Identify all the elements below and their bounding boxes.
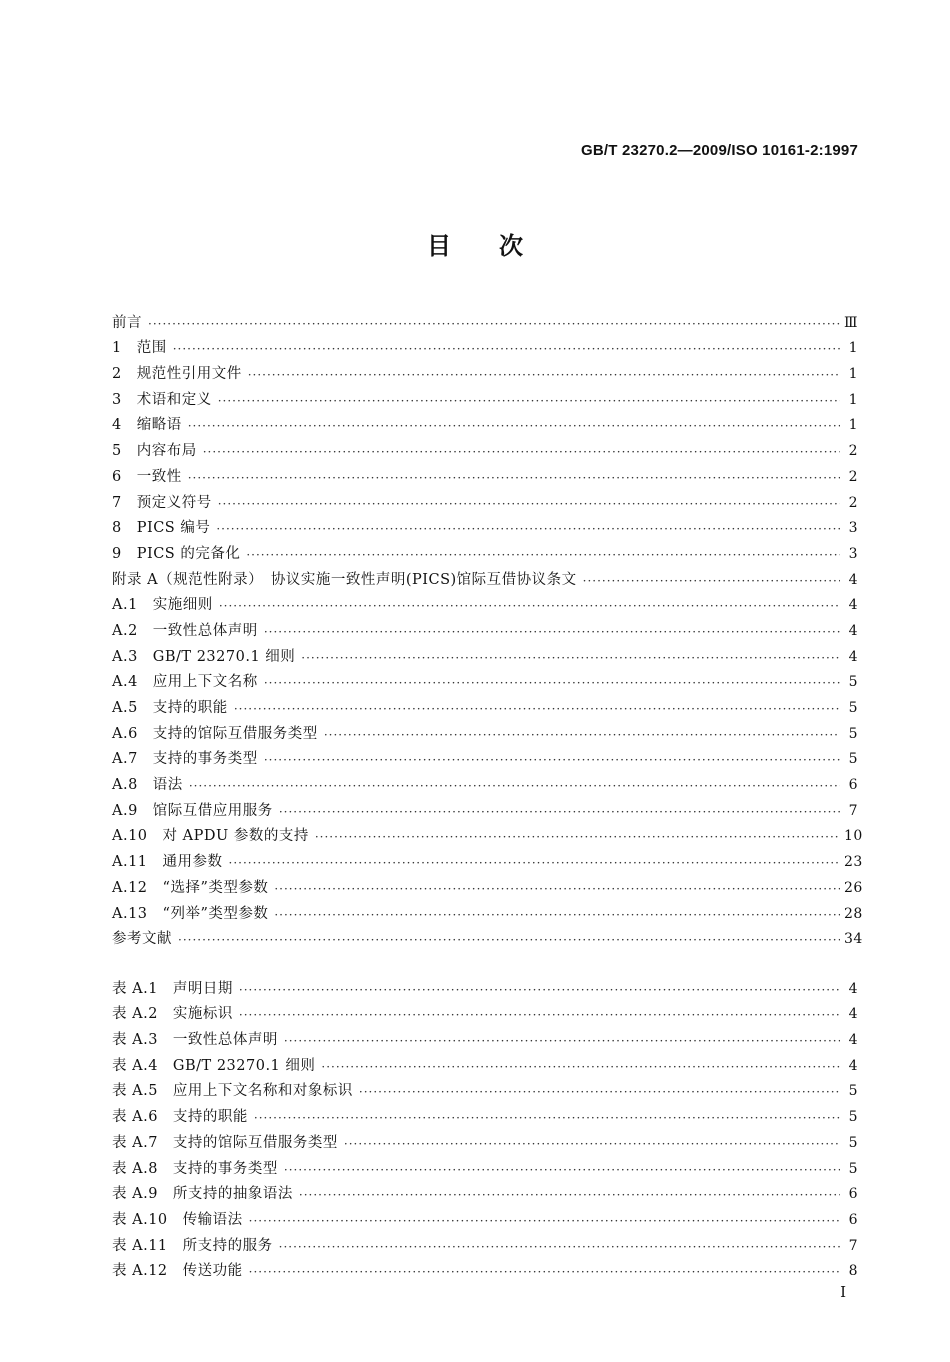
entry-page-number: 7: [848, 802, 858, 819]
page-title: 目 次: [427, 232, 523, 260]
toc-entry[interactable]: [112, 923, 863, 949]
entry-label: 附录 A（规范性附录） 协议实施一致性声明(PICS)馆际互借协议条文: [112, 571, 577, 588]
toc-entry[interactable]: [112, 460, 858, 486]
entry-label: A.11 通用参数: [112, 854, 223, 871]
list-of-tables: [112, 972, 858, 1280]
entry-label: 参考文献: [112, 931, 172, 948]
entry-label: 表 A.7 支持的馆际互借服务类型: [112, 1134, 338, 1151]
table-entry[interactable]: [112, 1049, 858, 1075]
dot-leader: [249, 1264, 840, 1280]
entry-page-number: 4: [848, 622, 858, 639]
entry-page-number: 4: [848, 571, 858, 588]
toc-entry[interactable]: [112, 409, 858, 435]
entry-page-number: 6: [848, 1186, 858, 1203]
entry-label: A.6 支持的馆际互借服务类型: [112, 725, 318, 742]
entry-page-number: 2: [848, 443, 858, 460]
dot-leader: [583, 573, 840, 589]
table-entry[interactable]: [112, 1075, 858, 1101]
dot-leader: [264, 675, 840, 691]
toc-entry[interactable]: [112, 820, 863, 846]
dot-leader: [264, 752, 840, 768]
entry-page-number: 4: [848, 1057, 858, 1074]
toc-entry[interactable]: [112, 897, 863, 923]
entry-label: A.5 支持的职能: [112, 700, 228, 716]
entry-label: 3 术语和定义: [112, 391, 212, 408]
dot-leader: [264, 624, 840, 640]
dot-leader: [148, 316, 840, 332]
entry-label: A.13 “列举”类型参数: [112, 905, 269, 922]
entry-label: A.4 应用上下文名称: [112, 674, 258, 691]
dot-leader: [216, 521, 840, 537]
entry-label: 表 A.5 应用上下文名称和对象标识: [112, 1083, 353, 1100]
toc-entry[interactable]: [112, 306, 858, 332]
entry-page-number: 23: [844, 854, 863, 871]
toc-entry[interactable]: [112, 717, 858, 743]
entry-page-number: 26: [844, 879, 863, 896]
toc-entry[interactable]: [112, 666, 858, 692]
table-entry[interactable]: [112, 1255, 858, 1281]
dot-leader: [249, 1213, 840, 1229]
toc-entry[interactable]: [112, 691, 858, 717]
entry-label: A.10 对 APDU 参数的支持: [112, 828, 309, 845]
entry-label: A.12 “选择”类型参数: [112, 879, 269, 896]
toc-entry[interactable]: [112, 640, 858, 666]
dot-leader: [274, 881, 840, 897]
toc-entry[interactable]: [112, 434, 858, 460]
dot-leader: [284, 1033, 840, 1049]
entry-page-number: 5: [848, 700, 858, 716]
standard-code: GB/T 23270.2—2009/ISO 10161-2:1997: [581, 142, 858, 159]
entry-page-number: 2: [848, 494, 858, 511]
dot-leader: [274, 907, 840, 923]
dot-leader: [173, 341, 840, 357]
table-entry[interactable]: [112, 1126, 858, 1152]
table-entry[interactable]: [112, 1023, 858, 1049]
toc-entry[interactable]: [112, 537, 858, 563]
dot-leader: [203, 444, 840, 460]
table-entry[interactable]: [112, 1100, 858, 1126]
entry-label: 4 缩略语: [112, 417, 182, 434]
entry-label: 表 A.11 所支持的服务: [112, 1237, 273, 1254]
toc-entry[interactable]: [112, 845, 863, 871]
entry-page-number: 7: [848, 1237, 858, 1254]
entry-label: 1 范围: [112, 340, 167, 357]
entry-label: 6 一致性: [112, 468, 182, 485]
dot-leader: [218, 496, 840, 512]
dot-leader: [279, 1239, 840, 1255]
table-entry[interactable]: [112, 998, 858, 1024]
toc-entry[interactable]: [112, 383, 858, 409]
toc-entry[interactable]: [112, 589, 858, 615]
entry-page-number: 5: [848, 725, 858, 742]
entry-page-number: 28: [844, 905, 863, 922]
entry-label: 表 A.1 声明日期: [112, 980, 233, 997]
toc-entry[interactable]: [112, 563, 858, 589]
entry-label: 表 A.9 所支持的抽象语法: [112, 1186, 293, 1203]
table-entry[interactable]: [112, 1203, 858, 1229]
entry-page-number: 1: [848, 391, 858, 408]
table-entry[interactable]: [112, 1178, 858, 1204]
dot-leader: [315, 829, 840, 845]
dot-leader: [219, 598, 840, 614]
dot-leader: [189, 778, 840, 794]
dot-leader: [234, 701, 840, 717]
toc-entry[interactable]: [112, 357, 858, 383]
dot-leader: [254, 1110, 840, 1126]
entry-label: A.3 GB/T 23270.1 细则: [112, 648, 296, 665]
toc-entry[interactable]: [112, 512, 858, 538]
entry-page-number: 5: [848, 751, 858, 768]
entry-label: A.8 语法: [112, 777, 183, 794]
entry-page-number: 34: [844, 931, 863, 948]
entry-label: 5 内容布局: [112, 443, 197, 460]
entry-label: 表 A.2 实施标识: [112, 1006, 233, 1023]
entry-page-number: 8: [848, 1263, 858, 1280]
entry-page-number: 5: [848, 674, 858, 691]
entry-page-number: 10: [844, 828, 863, 845]
entry-page-number: 4: [848, 648, 858, 665]
table-entry[interactable]: [112, 1152, 858, 1178]
page-number: I: [840, 1283, 846, 1301]
toc-entry[interactable]: [112, 332, 858, 358]
dot-leader: [229, 855, 840, 871]
toc-entry[interactable]: [112, 614, 858, 640]
entry-label: 表 A.12 传送功能: [112, 1263, 243, 1280]
toc-entry[interactable]: [112, 871, 863, 897]
entry-label: A.7 支持的事务类型: [112, 751, 258, 768]
dot-leader: [279, 804, 840, 820]
entry-page-number: 4: [848, 980, 858, 997]
toc-entry[interactable]: [112, 486, 858, 512]
entry-label: A.9 馆际互借应用服务: [112, 802, 273, 819]
entry-label: 表 A.3 一致性总体声明: [112, 1032, 278, 1049]
entry-page-number: 4: [848, 597, 858, 614]
entry-page-number: 2: [848, 468, 858, 485]
entry-label: 2 规范性引用文件: [112, 366, 242, 383]
table-entry[interactable]: [112, 1229, 858, 1255]
dot-leader: [246, 547, 840, 563]
entry-page-number: 3: [848, 520, 858, 537]
entry-label: 表 A.6 支持的职能: [112, 1109, 248, 1126]
entry-page-number: 3: [848, 545, 858, 562]
dot-leader: [301, 650, 840, 666]
entry-page-number: 1: [848, 417, 858, 434]
dot-leader: [218, 393, 840, 409]
dot-leader: [239, 982, 840, 998]
toc-entry[interactable]: [112, 743, 858, 769]
entry-label: A.1 实施细则: [112, 597, 213, 614]
entry-label: 表 A.4 GB/T 23270.1 细则: [112, 1057, 316, 1074]
entry-page-number: 5: [848, 1160, 858, 1177]
toc-entry[interactable]: [112, 768, 858, 794]
table-entry[interactable]: [112, 972, 858, 998]
entry-label: 表 A.8 支持的事务类型: [112, 1160, 278, 1177]
entry-page-number: 1: [848, 340, 858, 357]
entry-page-number: 5: [848, 1134, 858, 1151]
dot-leader: [344, 1136, 840, 1152]
dot-leader: [324, 727, 840, 743]
table-of-contents: [112, 306, 863, 948]
dot-leader: [321, 1059, 840, 1075]
dot-leader: [284, 1162, 840, 1178]
entry-page-number: 5: [848, 1083, 858, 1100]
entry-page-number: 6: [848, 777, 858, 794]
entry-label: 前言: [112, 314, 142, 331]
entry-page-number: Ⅲ: [844, 314, 859, 331]
entry-label: 8 PICS 编号: [112, 520, 211, 537]
entry-label: A.2 一致性总体声明: [112, 622, 258, 639]
entry-label: 9 PICS 的完备化: [112, 545, 241, 562]
entry-page-number: 1: [848, 366, 858, 383]
dot-leader: [248, 367, 840, 383]
entry-label: 表 A.10 传输语法: [112, 1211, 243, 1228]
entry-page-number: 5: [848, 1109, 858, 1126]
entry-page-number: 4: [848, 1032, 858, 1049]
entry-label: 7 预定义符号: [112, 494, 212, 511]
dot-leader: [178, 932, 840, 948]
dot-leader: [188, 470, 840, 486]
dot-leader: [188, 418, 840, 434]
dot-leader: [239, 1007, 840, 1023]
entry-page-number: 6: [848, 1211, 858, 1228]
toc-entry[interactable]: [112, 794, 858, 820]
entry-page-number: 4: [848, 1006, 858, 1023]
dot-leader: [359, 1084, 840, 1100]
dot-leader: [299, 1187, 840, 1203]
